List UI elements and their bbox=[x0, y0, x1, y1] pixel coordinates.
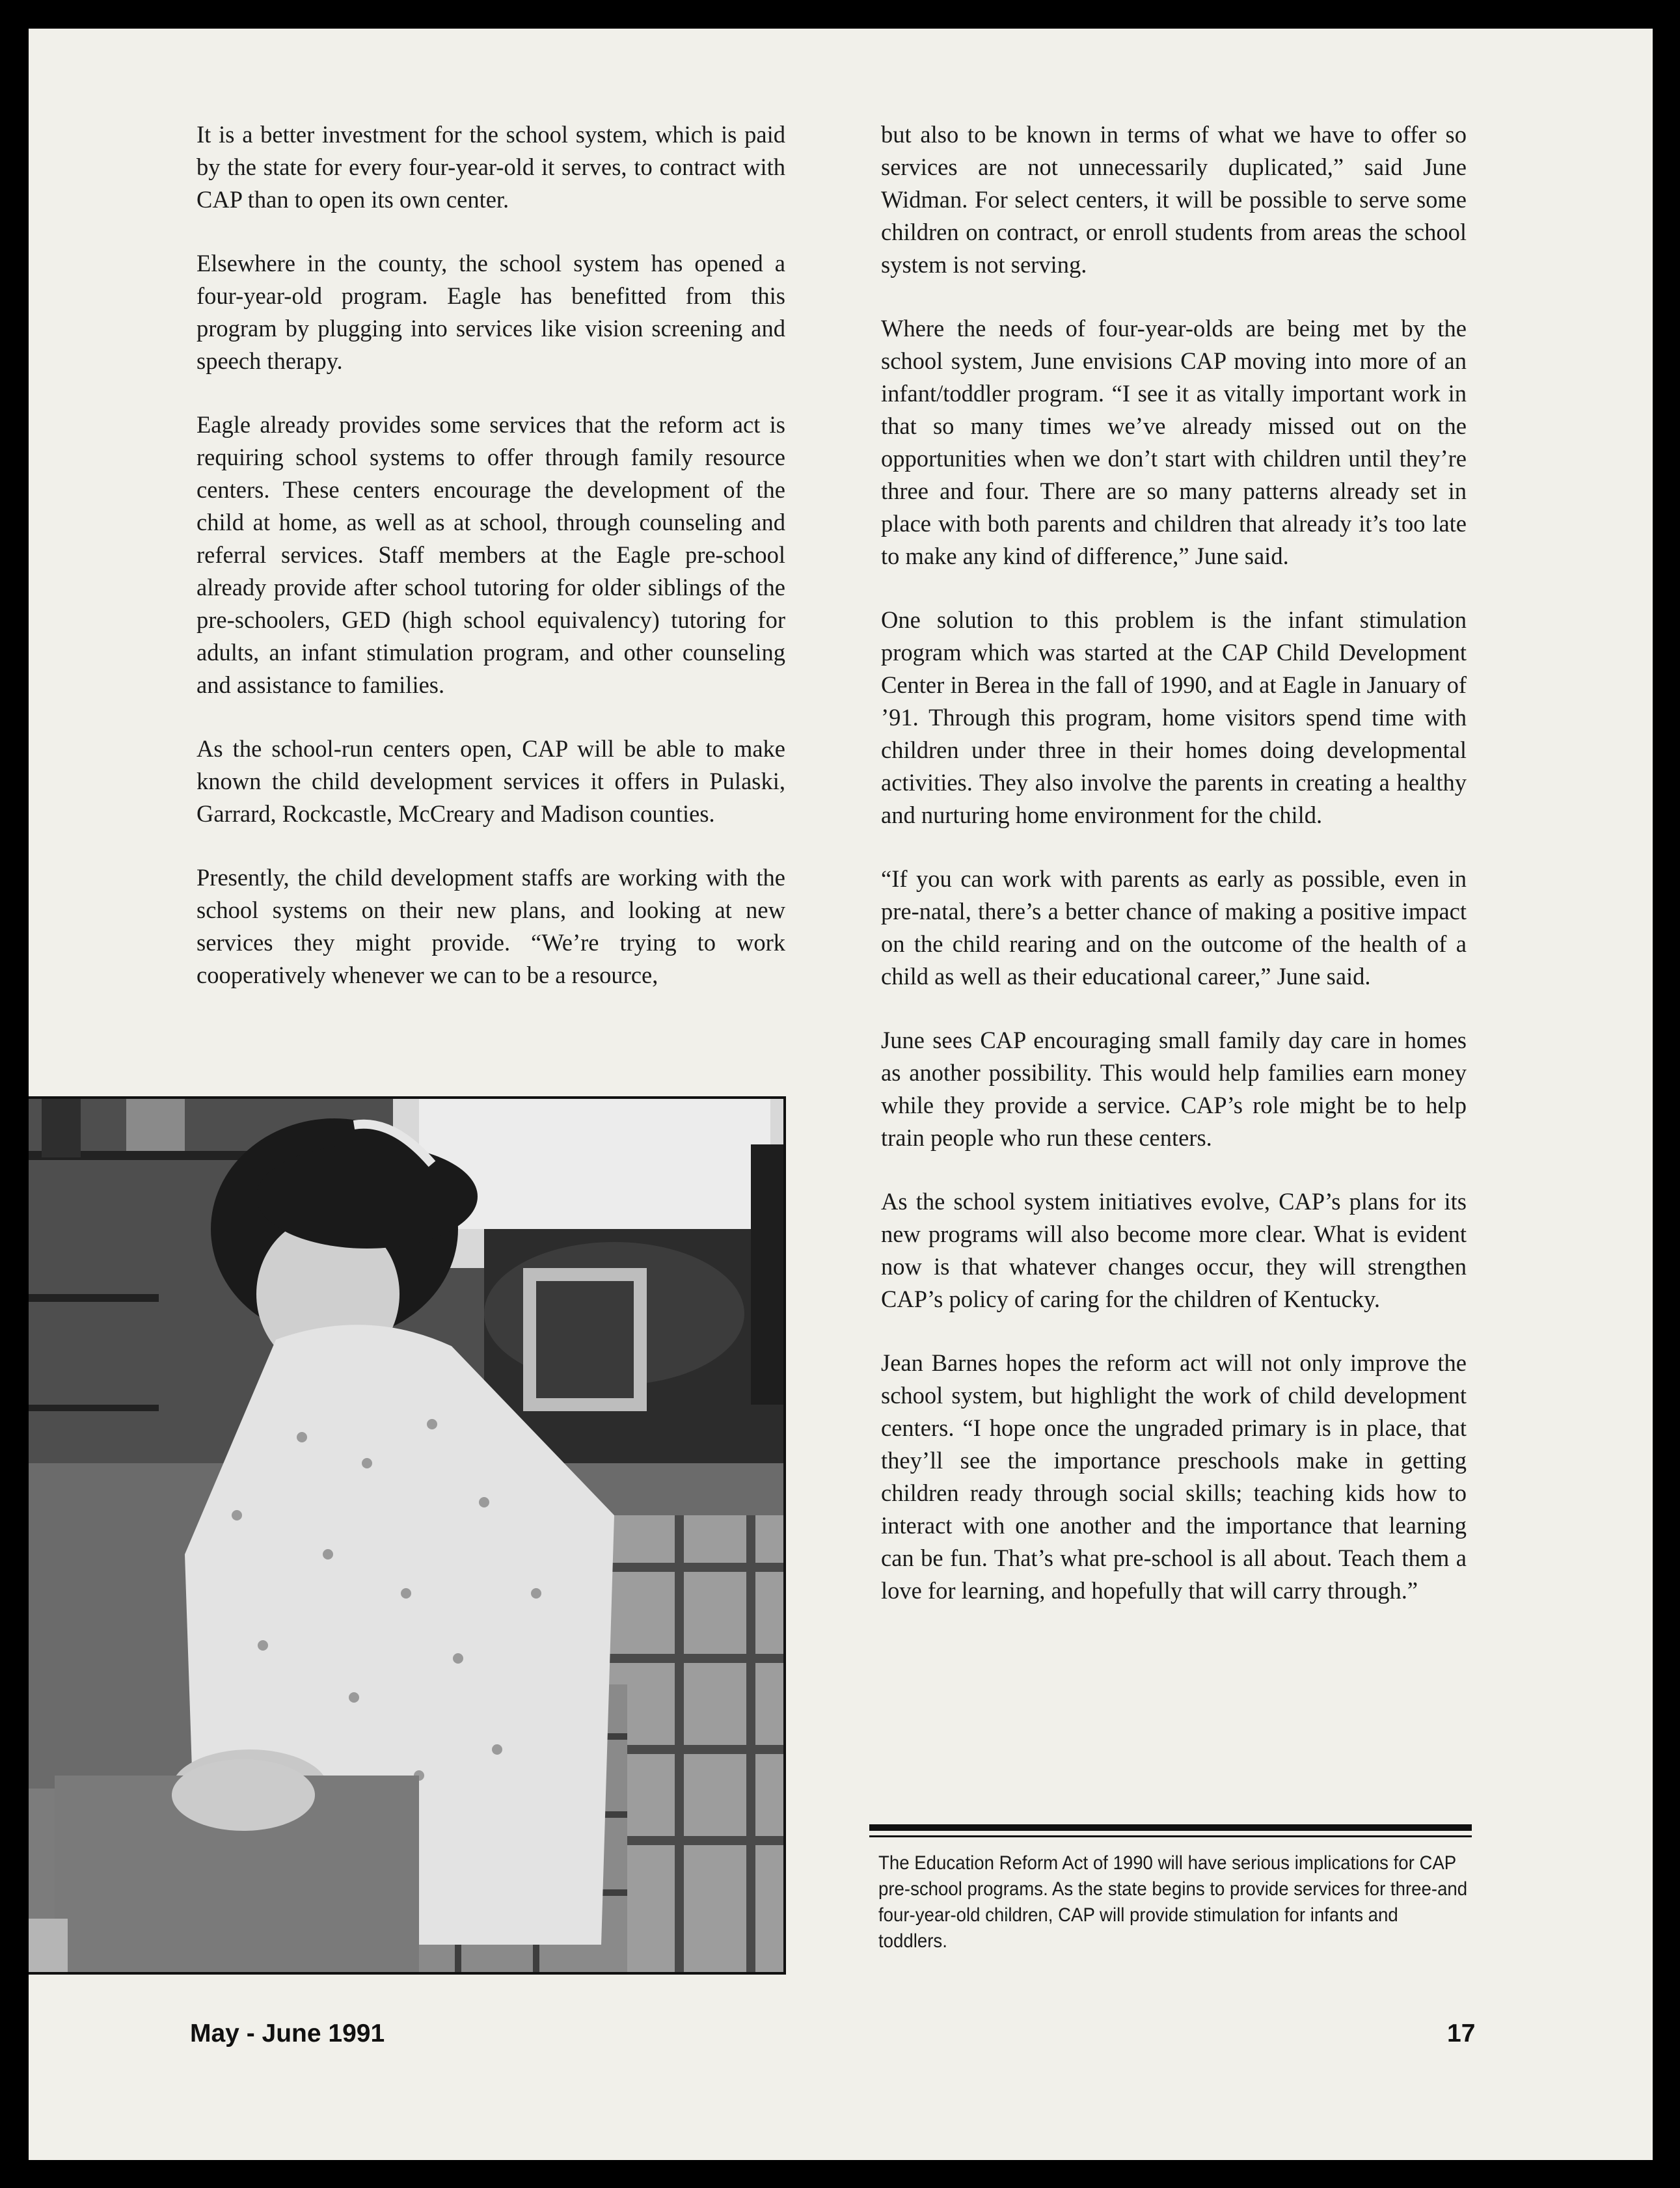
magazine-page bbox=[29, 29, 1653, 2160]
right-paragraph-3: One solution to this problem is the infant stimulation program which was started at the CAP Child Development Center in Berea in the fall of 1990, and at Eagle in January of ’91. Through this program, home visitors spend time with children under three in their homes doing developmental activities. They also involve the parents in creating a healthy and nurturing home environment for the child. bbox=[881, 606, 1467, 828]
right-paragraph-5: June sees CAP encouraging small family day care in homes as another possibility. This would help families earn money while they provide a service. CAP’s role might be to help train people who run these centers. bbox=[881, 1027, 1467, 1151]
article-photo bbox=[29, 1096, 786, 1975]
photo-illustration bbox=[29, 1099, 783, 1972]
right-paragraph-1: but also to be known in terms of what we have to offer so services are not unnecessarily duplicated,” said June Widman. For select centers, it will be possible to serve some children on contract, or enroll students from areas the school system is not serving. bbox=[881, 121, 1467, 278]
page-number: 17 bbox=[1447, 2019, 1476, 2047]
left-column bbox=[196, 118, 785, 1023]
right-paragraph-6: As the school system initiatives evolve, CAP’s plans for its new programs will also become more clear. What is evident now is that whatever changes occur, they will strengthen CAP’s policy of caring for the children of Kentucky. bbox=[881, 1188, 1467, 1312]
issue-date: May - June 1991 bbox=[190, 2019, 385, 2047]
photo-caption: The Education Reform Act of 1990 will have serious implications for CAP pre-school programs. As the state begins to provide services for three-and four-year-old children, CAP will provide stimulation for infants and toddlers. bbox=[878, 1852, 1468, 1952]
right-paragraph-4: “If you can work with parents as early as possible, even in pre-natal, there’s a better chance of making a positive impact on the child rearing and on the outcome of the health of a child as well as their educational career,” June said. bbox=[881, 865, 1467, 990]
left-paragraph-3: Eagle already provides some services that the reform act is requiring school systems to offer through family resource centers. These centers encourage the development of the child at home, as well as at school, through counseling and referral services. Staff members at the Eagle pre-school already provide after school tutoring for older siblings of the pre-schoolers, GED (high school equivalency) tutoring for adults, an infant stimulation program, and other counseling and assistance to families. bbox=[196, 411, 785, 698]
caption-rule-thick bbox=[869, 1824, 1472, 1831]
caption-rule bbox=[869, 1824, 1472, 1837]
left-paragraph-2: Elsewhere in the county, the school system has opened a four-year-old program. Eagle has benefitted from this program by plugging into services like vision screening and speech therapy. bbox=[196, 250, 785, 374]
left-paragraph-1: It is a better investment for the school system, which is paid by the state for every four-year-old it serves, to contract with CAP than to open its own center. bbox=[196, 121, 785, 213]
right-paragraph-2: Where the needs of four-year-olds are being met by the school system, June envisions CAP moving into more of an infant/toddler program. “I see it as vitally important work in that so many times we’ve already missed out on the opportunities when we don’t start with children until they’re three and four. There are so many patterns already set in place with both parents and children that already it’s too late to make any kind of difference,” June said. bbox=[881, 315, 1467, 569]
left-paragraph-4: As the school-run centers open, CAP will be able to make known the child development services it offers in Pulaski, Garrard, Rockcastle, McCreary and Madison counties. bbox=[196, 735, 785, 827]
left-paragraph-5: Presently, the child development staffs are working with the school systems on their new plans, and looking at new services they might provide. “We’re trying to work cooperatively whenever we can to be a resource, bbox=[196, 864, 785, 988]
right-paragraph-7: Jean Barnes hopes the reform act will not only improve the school system, but highlight the work of child development centers. “I hope once the ungraded primary is in place, that they’ll see the importance preschools make in getting children ready through social skills; teaching kids how to interact with one another and the importance that learning can be fun. That’s what pre-school is all about. Teach them a love for learning, and hopefully that will carry through.” bbox=[881, 1349, 1467, 1604]
right-column bbox=[881, 118, 1467, 1638]
caption-rule-thin bbox=[869, 1835, 1472, 1837]
